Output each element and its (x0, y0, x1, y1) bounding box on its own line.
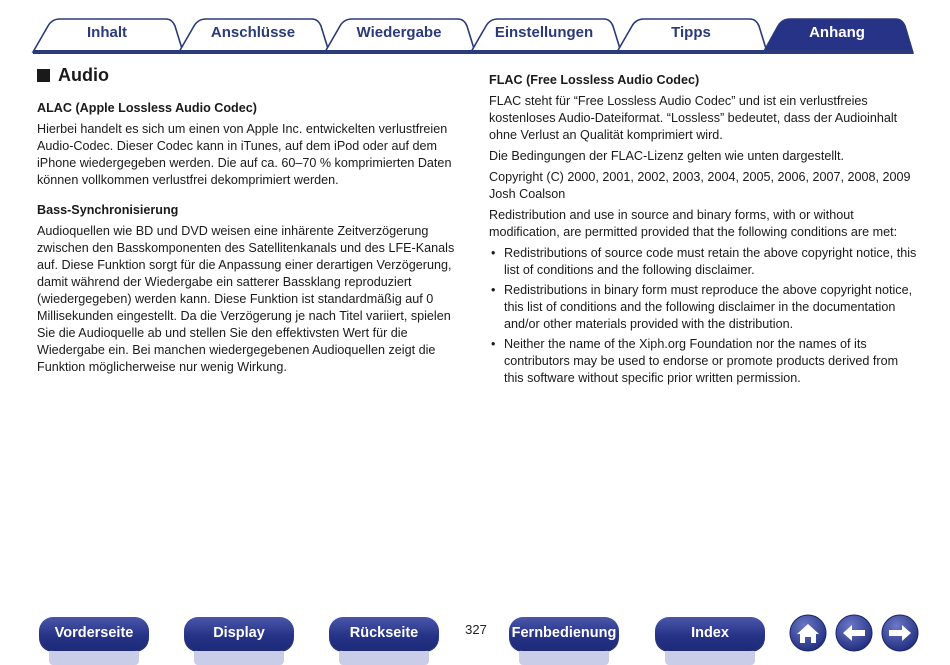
license-conditions-list (489, 245, 917, 387)
index-button[interactable]: Index (655, 617, 765, 651)
alac-text: Hierbei handelt es sich um einen von Apple Inc. entwickelten verlustfreien Audio-Codec. Dieser Codec kann in iTunes, auf dem iPod oder auf dem iPhone wiedergegeben werden. Die auf ca. 60–70 % komprimierten Daten können vollkommen verlustfrei dekomprimiert werden. (37, 122, 452, 187)
vorderseite-button[interactable]: Vorderseite (39, 617, 149, 651)
flac-paragraph-3: Copyright (C) 2000, 2001, 2002, 2003, 2004, 2005, 2006, 2007, 2008, 2009 Josh Coalson (489, 170, 911, 201)
list-item: • Redistributions in binary form must reproduce the above copyright notice, this list of conditions and the following disclaimer in the documentation and/or other materials provided with the distribution. (489, 282, 917, 333)
bass-sync-text: Audioquellen wie BD und DVD weisen eine inhärente Zeitverzögerung zwischen den Basskomponenten des Satellitenkanals und des LFE-Kanals auf. Diese Funktion sorgt für die Anpassung einer derartigen Verzögerung, damit während der Wiedergabe ein satterer Bassklang reproduziert (wiedergegeben) werden kann. Diese Funktion ist standardmäßig auf 0 Millisekunden eingestellt. Da die Verzögerung je nach Titel variiert, spielen Sie die Audioquelle ab und stellen Sie den effektivsten Wert für die Wiedergabe ein. Bei manchen wiedergegebenen Audioquellen zeigt die Funktion möglicherweise nur wenig Wirkung. (37, 224, 455, 374)
fernbedienung-button[interactable]: Fernbedienung (509, 617, 619, 651)
tab-wiedergabe[interactable]: Wiedergabe (356, 24, 442, 41)
tab-inhalt[interactable]: Inhalt (87, 24, 127, 41)
bass-sync-heading: Bass-Synchronisierung (37, 203, 179, 217)
tab-anhang[interactable]: Anhang (809, 24, 865, 41)
display-button[interactable]: Display (184, 617, 294, 651)
section-heading (37, 63, 109, 87)
flac-heading: FLAC (Free Lossless Audio Codec) (489, 73, 700, 87)
square-bullet-icon (37, 69, 50, 82)
tab-bar (0, 0, 950, 58)
section-title: Audio (58, 64, 109, 85)
back-arrow-icon[interactable] (835, 614, 873, 652)
tab-tipps[interactable]: Tipps (671, 24, 711, 41)
forward-arrow-icon[interactable] (881, 614, 919, 652)
tab-einstellungen[interactable]: Einstellungen (494, 24, 594, 41)
right-column (489, 72, 917, 390)
list-item: • Neither the name of the Xiph.org Foundation nor the names of its contributors may be used to endorse or promote products derived from this software without specific prior written permission. (489, 336, 917, 387)
list-item: • Redistributions of source code must retain the above copyright notice, this list of conditions and the following disclaimer. (489, 245, 917, 279)
left-column (37, 100, 467, 380)
rueckseite-button[interactable]: Rückseite (329, 617, 439, 651)
flac-paragraph-1: FLAC steht für “Free Lossless Audio Codec” und ist ein verlustfreies kostenloses Audio-Dateiformat. “Lossless” bedeutet, dass der Audioinhalt ohne Verlust an Qualität komprimiert wird. (489, 94, 898, 142)
page-number: 327 (465, 622, 487, 637)
flac-paragraph-2: Die Bedingungen der FLAC-Lizenz gelten wie unten dargestellt. (489, 149, 844, 163)
home-icon[interactable] (789, 614, 827, 652)
tab-anschluesse[interactable]: Anschlüsse (210, 24, 296, 41)
alac-heading: ALAC (Apple Lossless Audio Codec) (37, 101, 257, 115)
flac-paragraph-4: Redistribution and use in source and binary forms, with or without modification, are permitted provided that the following conditions are met: (489, 208, 898, 239)
